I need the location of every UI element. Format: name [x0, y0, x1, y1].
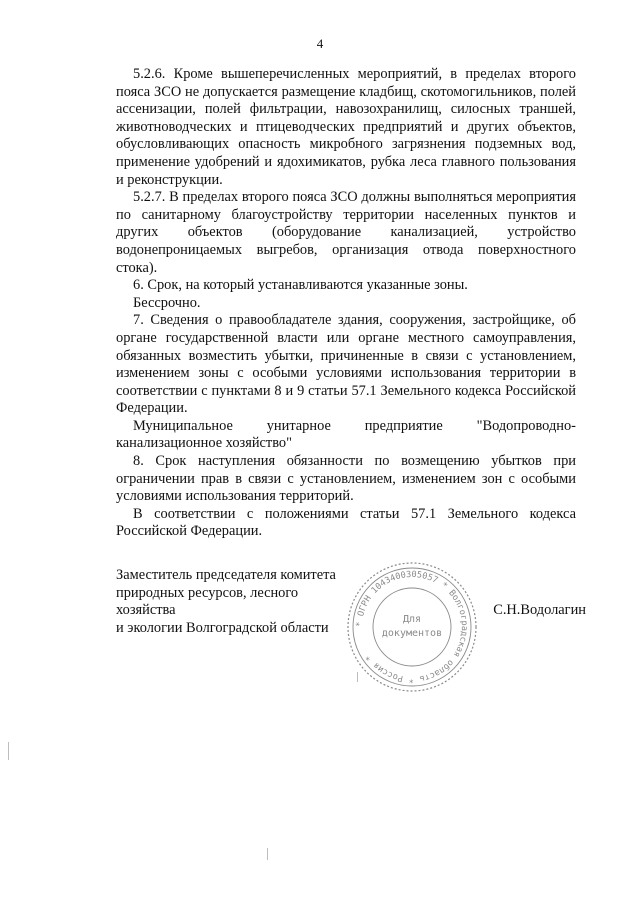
seal-center-line-1: Для — [402, 614, 422, 625]
owner-word-4: "Водопроводно- — [476, 417, 576, 434]
svg-text:* ОГРН 1043400305057 * Волгогр — [355, 570, 469, 684]
owner-word-1: Муниципальное — [133, 417, 233, 434]
signature-block — [116, 567, 586, 687]
seal-center-line-2: документов — [381, 628, 443, 639]
paragraph-5-2-6: 5.2.6. Кроме вышеперечисленных мероприятий, в пределах второго пояса ЗСО не допускается размещение кладбищ, скотомогильников, полей ассенизации, полей фильтрации, навозохранилищ, силосных траншей, животноводческих и птицеводческих предприятий и других объектов, обусловливающих опасность микробного загрязнения подземных вод, применение удобрений и ядохимикатов, рубка леса главного пользования и реконструкции. — [116, 66, 576, 188]
signer-position-line-3: и экологии Волгоградской области — [116, 619, 329, 636]
seal-ring-text: * ОГРН 1043400305057 * Волгоградская область * Россия * — [354, 569, 470, 685]
owner-word-3: предприятие — [364, 417, 443, 434]
document-body — [116, 66, 576, 541]
paragraph-term-value: Бессрочно. — [133, 294, 201, 311]
paragraph-owner-line1 — [116, 418, 576, 436]
paragraph-7-owner-info: 7. Сведения о правообладателе здания, сооружения, застройщике, об органе государственной власти или органе местного самоуправления, обязанных возместить убытки, причиненные в связи с установлением, изменением зоны с особыми условиями использования территории в соответствии с пунктами 8 и 9 статьи 57.1 Земельного кодекса Российской Федерации. — [116, 312, 576, 417]
scan-speck — [8, 742, 9, 760]
page-number: 4 — [316, 36, 324, 51]
paragraph-8-compensation: 8. Срок наступления обязанности по возмещению убытков при ограничении прав в связи с установлением, изменением зон с особыми условиями использования территорий. — [116, 453, 576, 505]
signer-position-line-2: природных ресурсов, лесного хозяйства — [116, 584, 299, 619]
paragraph-owner-line2: канализационное хозяйство" — [116, 435, 292, 452]
owner-word-2: унитарное — [266, 417, 331, 434]
paragraph-8-basis: В соответствии с положениями статьи 57.1 Земельного кодекса Российской Федерации. — [116, 505, 576, 540]
scan-speck — [357, 672, 358, 682]
paragraph-6-term: 6. Срок, на который устанавливаются указанные зоны. — [133, 277, 468, 294]
signer-position — [116, 567, 361, 637]
paragraph-5-2-7: 5.2.7. В пределах второго пояса ЗСО должны выполняться мероприятия по санитарному благоустройству территории населенных пунктов и других объектов (оборудование канализацией, устройство водонепроницаемых выгребов, организация отвода поверхностного стока). — [116, 189, 576, 276]
signer-name: С.Н.Водолагин — [493, 602, 586, 618]
official-seal — [344, 559, 480, 695]
scan-speck — [267, 848, 268, 860]
signer-position-line-1: Заместитель председателя комитета — [116, 567, 336, 583]
